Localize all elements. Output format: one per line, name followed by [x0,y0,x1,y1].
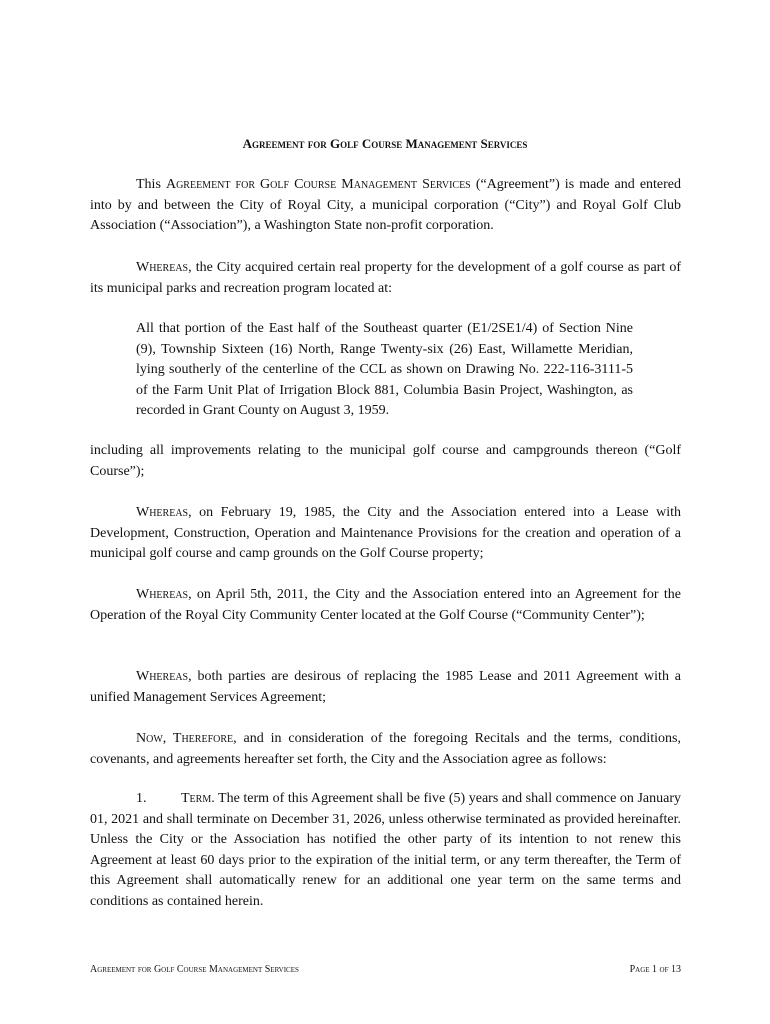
whereas-word: Whereas [136,260,189,275]
intro-lead: This [136,177,161,192]
footer-document-title: Agreement for Golf Course Management Services [90,964,299,975]
improvements-paragraph: including all improvements relating to the municipal golf course and campgrounds thereon (“Golf Course”); [90,443,681,479]
now-therefore-text: , and in consideration of the foregoing Recitals and the terms, conditions, covenants, and agreements hereafter set forth, the City and the Association agree as follows: [90,731,681,767]
whereas-paragraph-1 [90,258,681,299]
intro-term: Agreement for Golf Course Management Services [165,177,471,192]
intro-text: (“Agreement”) is made and entered into by and between the City of Royal City, a municipal corporation (“City”) and Royal Golf Club Association (“Association”), a Washington State non-profit corporation. [90,177,682,233]
whereas-paragraph-4 [90,667,681,708]
section-1-paragraph [90,789,681,912]
whereas-word: Whereas [136,669,189,684]
whereas-word: Whereas [136,587,189,602]
section-heading: Term [181,791,212,806]
whereas-text: , the City acquired certain real property for the development of a golf course as part of its municipal parks and recreation program located at: [90,260,681,296]
whereas-paragraph-3 [90,585,681,626]
now-therefore-paragraph [90,729,681,770]
section-text: . The term of this Agreement shall be five (5) years and shall commence on January 01, 2021 and shall terminate on December 31, 2026, unless otherwise terminated as provided hereinafter. Unless the City or the Association has notified the other party of its intention to not renew this Agreement at least 60 days prior to the expiration of the initial term, or any term thereafter, the Term of this Agreement shall automatically renew for an additional one year term on the same terms and conditions as contained herein. [90,791,681,909]
intro-paragraph [90,175,681,237]
document-title: Agreement for Golf Course Management Services [242,136,528,151]
footer-page-number: Page 1 of 13 [629,964,681,975]
legal-description: All that portion of the East half of the Southeast quarter (E1/2SE1/4) of Section Nine (9), Township Sixteen (16) North, Range Twenty-six (26) East, Willamette Meridian, lying southerly of the centerline of the CCL as shown on Drawing No. 222-116-3111-5 of the Farm Unit Plat of Irrigation Block 881, Columbia Basin Project, Washington, as recorded in Grant County on August 3, 1959. [136,321,633,418]
whereas-paragraph-2 [90,503,681,565]
now-therefore-word: Now, Therefore [136,731,234,746]
whereas-word: Whereas [136,505,189,520]
whereas-text: , on February 19, 1985, the City and the Association entered into a Lease with Development, Construction, Operation and Maintenance Provisions for the creation and operation of a municipal golf course and camp grounds on the Golf Course property; [90,505,681,561]
section-number: 1. [136,791,147,806]
whereas-text: , both parties are desirous of replacing the 1985 Lease and 2011 Agreement with a unified Management Services Agreement; [90,669,681,705]
whereas-text: , on April 5th, 2011, the City and the Association entered into an Agreement for the Operation of the Royal City Community Center located at the Golf Course (“Community Center”); [90,587,681,623]
